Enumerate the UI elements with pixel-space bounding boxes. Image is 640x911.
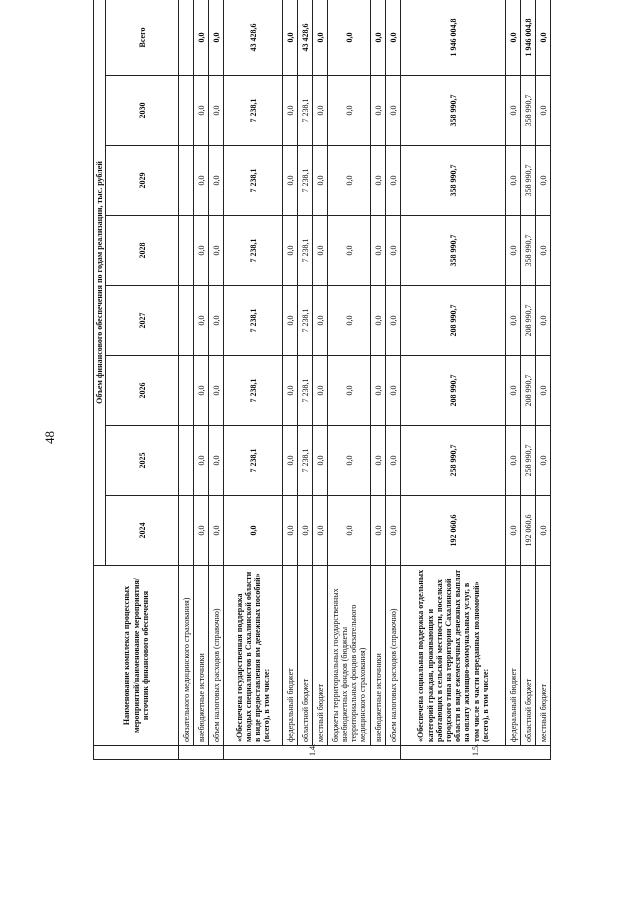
header-index: [94, 746, 179, 760]
total-cell: 43 428,6: [224, 0, 283, 76]
value-cell: 0,0: [536, 286, 551, 356]
table-row: [386, 0, 401, 760]
row-name: обязательного медицинского страхования): [179, 566, 194, 746]
value-cell: 0,0: [209, 356, 224, 426]
value-cell: 0,0: [506, 216, 521, 286]
value-cell: 0,0: [386, 146, 401, 216]
value-cell: 0,0: [506, 286, 521, 356]
table-row: [298, 0, 313, 760]
value-cell: 0,0: [283, 216, 298, 286]
value-cell: 7 238,1: [224, 146, 283, 216]
value-cell: [179, 356, 194, 426]
row-name: областной бюджет: [298, 566, 313, 746]
value-cell: 7 238,1: [224, 426, 283, 496]
value-cell: 0,0: [371, 426, 386, 496]
value-cell: 208 990,7: [401, 356, 506, 426]
total-cell: 0,0: [506, 0, 521, 76]
value-cell: 0,0: [506, 496, 521, 566]
table-row: [313, 0, 328, 760]
value-cell: 0,0: [194, 356, 209, 426]
value-cell: 0,0: [386, 216, 401, 286]
value-cell: 0,0: [209, 286, 224, 356]
value-cell: 0,0: [328, 426, 371, 496]
total-cell: 0,0: [313, 0, 328, 76]
total-cell: 0,0: [209, 0, 224, 76]
row-name: местный бюджет: [536, 566, 551, 746]
value-cell: 0,0: [283, 76, 298, 146]
value-cell: 7 238,1: [298, 426, 313, 496]
total-cell: [179, 0, 194, 76]
row-name: внебюджетные источники: [194, 566, 209, 746]
value-cell: 358 990,7: [401, 146, 506, 216]
value-cell: 0,0: [209, 496, 224, 566]
row-name: федеральный бюджет: [506, 566, 521, 746]
value-cell: 208 990,7: [401, 286, 506, 356]
value-cell: 0,0: [371, 496, 386, 566]
table-row: [179, 0, 194, 760]
value-cell: 7 238,1: [298, 216, 313, 286]
value-cell: 0,0: [283, 356, 298, 426]
value-cell: 0,0: [386, 356, 401, 426]
value-cell: 0,0: [283, 496, 298, 566]
row-name: объем налоговых расходов (справочно): [386, 566, 401, 746]
value-cell: 0,0: [506, 76, 521, 146]
value-cell: 258 990,7: [521, 426, 536, 496]
header-year: 2030: [106, 76, 179, 146]
total-cell: 0,0: [386, 0, 401, 76]
table-row: [194, 0, 209, 760]
value-cell: 0,0: [313, 146, 328, 216]
header-name-column: Наименование комплекса процессных мероприятий/наименование мероприятия/ источник финансового обеспечения: [94, 566, 179, 746]
total-cell: 1 946 004,8: [521, 0, 536, 76]
value-cell: 0,0: [536, 496, 551, 566]
total-cell: 0,0: [536, 0, 551, 76]
row-name: федеральный бюджет: [283, 566, 298, 746]
value-cell: [179, 286, 194, 356]
value-cell: 7 238,1: [224, 216, 283, 286]
value-cell: [179, 146, 194, 216]
row-name: «Обеспечена социальная поддержка отдельных категорий граждан, проживающих и работающих в сельской местности, поселках городского типа на территории Сахалинской области в виде ежемесячных денежных выплат на оплату жилищно-коммунальных услуг, в том числе в части переданных полномочий» (всего), в том числе:: [401, 566, 506, 746]
budget-table-sheet: [93, 0, 581, 760]
value-cell: 0,0: [371, 76, 386, 146]
table-row: [283, 0, 298, 760]
total-cell: 1 946 004,8: [401, 0, 506, 76]
value-cell: 7 238,1: [224, 286, 283, 356]
table-row: [224, 0, 283, 760]
row-index: [179, 746, 224, 760]
value-cell: 0,0: [209, 76, 224, 146]
value-cell: 0,0: [536, 216, 551, 286]
value-cell: 7 238,1: [224, 356, 283, 426]
value-cell: 0,0: [386, 286, 401, 356]
value-cell: 0,0: [371, 286, 386, 356]
value-cell: 192 060,6: [521, 496, 536, 566]
value-cell: 7 238,1: [298, 286, 313, 356]
header-year: 2027: [106, 286, 179, 356]
value-cell: 0,0: [313, 426, 328, 496]
total-cell: 0,0: [371, 0, 386, 76]
value-cell: 0,0: [328, 356, 371, 426]
value-cell: 0,0: [328, 76, 371, 146]
table-row: [536, 0, 551, 760]
value-cell: 0,0: [209, 216, 224, 286]
value-cell: 0,0: [313, 216, 328, 286]
table-row: [401, 0, 506, 760]
value-cell: 0,0: [194, 76, 209, 146]
value-cell: 0,0: [536, 76, 551, 146]
value-cell: 0,0: [194, 496, 209, 566]
value-cell: 0,0: [283, 426, 298, 496]
table-row: [328, 0, 371, 760]
value-cell: 0,0: [313, 76, 328, 146]
value-cell: 7 238,1: [224, 76, 283, 146]
value-cell: 192 060,6: [401, 496, 506, 566]
row-name: «Обеспечена государственная поддержка молодых специалистов в Сахалинской области в виде предоставления им денежных пособий» (всего), в том числе:: [224, 566, 283, 746]
table-row: [506, 0, 521, 760]
table-body: [179, 0, 551, 760]
value-cell: 7 238,1: [298, 76, 313, 146]
row-index: 1.5.: [401, 746, 551, 760]
value-cell: 0,0: [328, 216, 371, 286]
value-cell: 0,0: [224, 496, 283, 566]
value-cell: 0,0: [209, 426, 224, 496]
table-row: [371, 0, 386, 760]
value-cell: [179, 76, 194, 146]
header-total: Всего: [106, 0, 179, 76]
value-cell: 258 990,7: [401, 426, 506, 496]
row-name: областной бюджет: [521, 566, 536, 746]
financing-table: [93, 0, 551, 760]
value-cell: 0,0: [506, 426, 521, 496]
value-cell: 358 990,7: [521, 146, 536, 216]
value-cell: 0,0: [386, 76, 401, 146]
value-cell: 0,0: [328, 286, 371, 356]
value-cell: 0,0: [313, 356, 328, 426]
total-cell: 43 428,6: [298, 0, 313, 76]
value-cell: 0,0: [298, 496, 313, 566]
row-index: 1.4.: [224, 746, 401, 760]
value-cell: 0,0: [386, 426, 401, 496]
value-cell: 0,0: [536, 356, 551, 426]
value-cell: 0,0: [536, 146, 551, 216]
header-year: 2025: [106, 426, 179, 496]
value-cell: 358 990,7: [521, 76, 536, 146]
value-cell: 0,0: [371, 216, 386, 286]
value-cell: 7 238,1: [298, 146, 313, 216]
value-cell: 0,0: [386, 496, 401, 566]
value-cell: 358 990,7: [521, 216, 536, 286]
value-cell: 0,0: [371, 146, 386, 216]
header-year: 2028: [106, 216, 179, 286]
header-year: 2024: [106, 496, 179, 566]
value-cell: 0,0: [506, 146, 521, 216]
value-cell: 0,0: [328, 146, 371, 216]
row-name: объем налоговых расходов (справочно): [209, 566, 224, 746]
value-cell: 0,0: [283, 146, 298, 216]
value-cell: [179, 426, 194, 496]
value-cell: 0,0: [283, 286, 298, 356]
value-cell: 0,0: [209, 146, 224, 216]
value-cell: 0,0: [313, 286, 328, 356]
table-row: [209, 0, 224, 760]
value-cell: [179, 216, 194, 286]
header-funding-group: Объем финансового обеспечения по годам реализации, тыс. рублей: [94, 0, 106, 566]
value-cell: 7 238,1: [298, 356, 313, 426]
value-cell: 0,0: [371, 356, 386, 426]
value-cell: 0,0: [194, 426, 209, 496]
row-name: местный бюджет: [313, 566, 328, 746]
row-name: внебюджетные источники: [371, 566, 386, 746]
value-cell: 0,0: [313, 496, 328, 566]
value-cell: 0,0: [506, 356, 521, 426]
value-cell: 358 990,7: [401, 76, 506, 146]
value-cell: 0,0: [328, 496, 371, 566]
page-number: 48: [42, 431, 57, 444]
value-cell: [179, 496, 194, 566]
value-cell: 358 990,7: [401, 216, 506, 286]
value-cell: 0,0: [536, 426, 551, 496]
total-cell: 0,0: [283, 0, 298, 76]
value-cell: 0,0: [194, 286, 209, 356]
header-year: 2029: [106, 146, 179, 216]
header-row-group: [94, 0, 106, 760]
value-cell: 0,0: [194, 146, 209, 216]
total-cell: 0,0: [328, 0, 371, 76]
header-year: 2026: [106, 356, 179, 426]
value-cell: 0,0: [194, 216, 209, 286]
value-cell: 208 990,7: [521, 286, 536, 356]
value-cell: 208 990,7: [521, 356, 536, 426]
table-row: [521, 0, 536, 760]
row-name: бюджеты территориальных государственных внебюджетных фондов (бюджеты территориальных фондов обязательного медицинского страхования): [328, 566, 371, 746]
total-cell: 0,0: [194, 0, 209, 76]
